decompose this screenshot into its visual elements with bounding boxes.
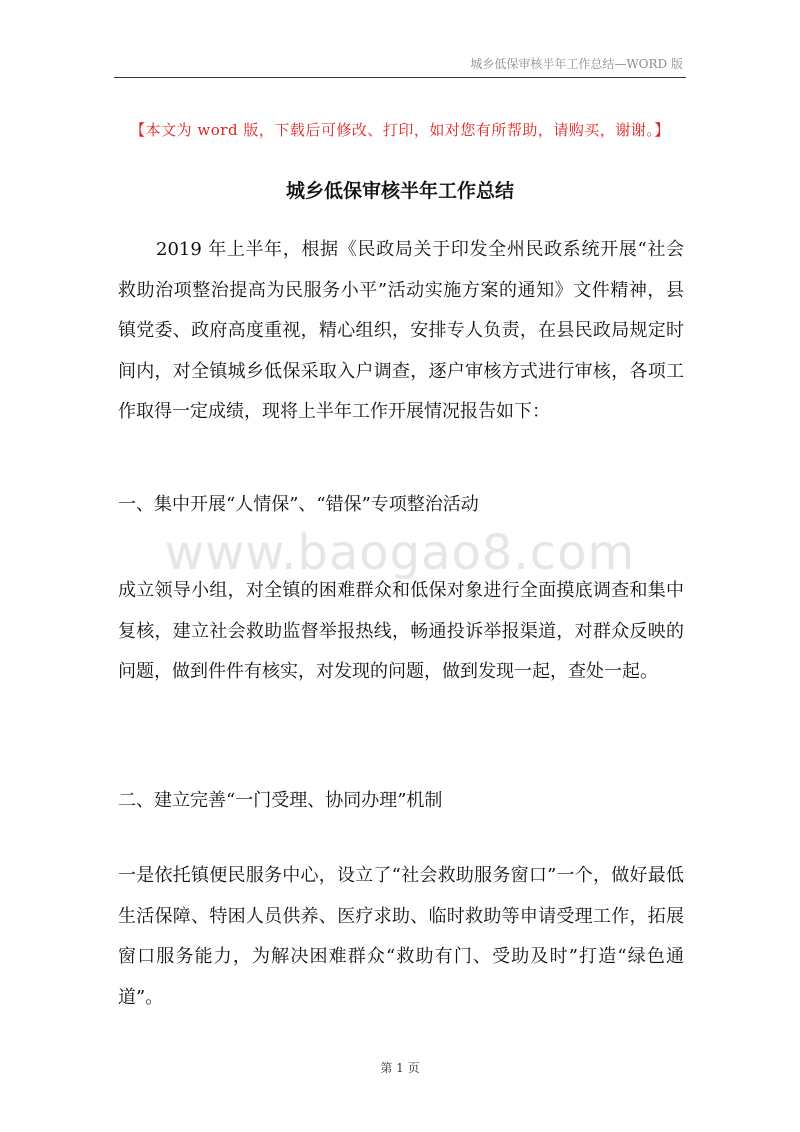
section-body-1: 成立领导小组，对全镇的困难群众和低保对象进行全面摸底调查和集中复核，建立社会救助监督举报热线，畅通投诉举报渠道，对群众反映的问题，做到件件有核实，对发现的问题，做到发现一起，查处一起。 — [118, 580, 684, 682]
watermark-text: www.baogao8.com — [164, 525, 636, 581]
section-heading-2: 二、建立完善“一门受理、协同办理”机制 — [118, 790, 443, 811]
section-body-2: 一是依托镇便民服务中心，设立了“社会救助服务窗口”一个，做好最低生活保障、特困人员供养、医疗求助、临时救助等申请受理工作，拓展窗口服务能力，为解决困难群众“救助有门、受助及时”打造“绿色通道”。 — [118, 865, 684, 1008]
header-divider — [114, 77, 686, 78]
document-title: 城乡低保审核半年工作总结 — [285, 180, 514, 202]
page-number: 第 1 页 — [380, 1061, 420, 1075]
intro-paragraph: 2019 年上半年，根据《民政局关于印发全州民政系统开展“社会救助治项整治提高为民服务小平”活动实施方案的通知》文件精神，县镇党委、政府高度重视，精心组织，安排专人负责，在县民政局规定时间内，对全镇城乡低保采取入户调查，逐户审核方式进行审核，各项工作取得一定成绩，现将上半年工作开展情况报告如下： — [118, 239, 684, 422]
section-heading-1: 一、集中开展“人情保”、“错保”专项整治活动 — [118, 494, 479, 515]
purchase-notice: 【本文为 word 版，下载后可修改、打印，如对您有所帮助，请购买，谢谢。】 — [130, 121, 670, 139]
running-header: 城乡低保审核半年工作总结—WORD 版 — [470, 57, 683, 71]
